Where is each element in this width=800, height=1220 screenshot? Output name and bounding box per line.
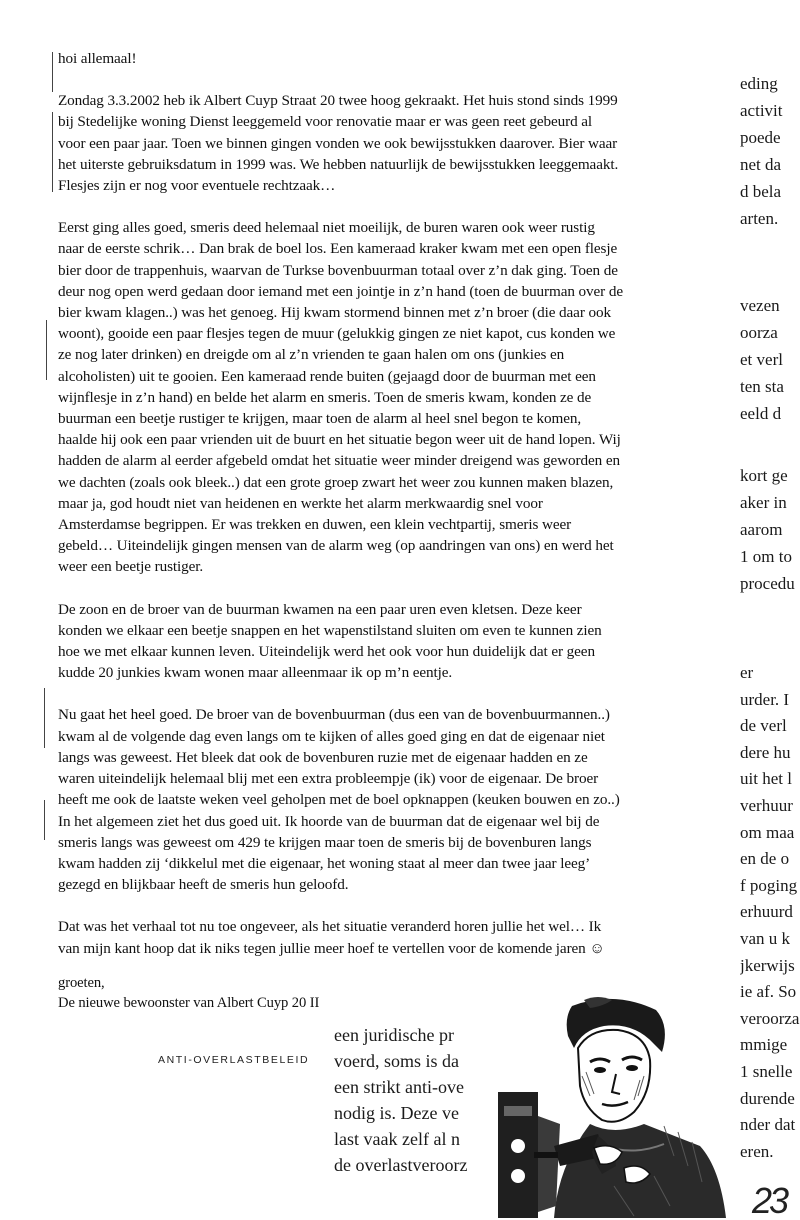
- fragment-line: uit het l: [740, 769, 792, 789]
- letter-line: woont), gooide een paar flesjes tegen de muur (gelukkig gingen ze niet kapot, cus konden we: [58, 325, 616, 343]
- letter-line: bier kwam klagen..) was het genoeg. Hij kwam stormend binnen met z’n broer (die daar ook: [58, 304, 611, 322]
- margin-mark: [44, 688, 45, 748]
- fragment-line: aarom: [740, 520, 783, 539]
- letter-line: Amsterdamse begrippen. Er was trekken en duwen, een klein vechtpartij, smeris weer: [58, 516, 572, 534]
- fragment-line: er: [740, 663, 754, 682]
- letter-paragraph: [58, 916, 738, 958]
- fragment-line: kort ge: [740, 466, 788, 485]
- fragment-line: van u k: [740, 928, 791, 948]
- fragment-line: arten.: [740, 209, 779, 228]
- fragment-line: verhuur: [740, 795, 793, 815]
- greeting: hoi allemaal!: [58, 50, 137, 67]
- letter-line: hadden de alarm al eerder afgebeld omdat het situatie weer minder dreigend was geworden en: [58, 452, 620, 470]
- signature: De nieuwe bewoonster van Albert Cuyp 20 II: [58, 994, 320, 1011]
- background-column-mid: [740, 292, 800, 427]
- fragment-line: vezen: [740, 296, 780, 315]
- fragment-line: ten sta: [740, 377, 784, 396]
- fragment-line: urder. I: [740, 689, 790, 709]
- fragment-line: et verl: [740, 350, 783, 369]
- fragment-line: eding: [740, 74, 778, 93]
- letter-line: langs was geweest. Het bleek dat ook de bovenburen ruzie met de eigenaar hadden en ze: [58, 748, 588, 766]
- letter-line: gebeld… Uiteindelijk gingen mensen van de alarm weg (op aandringen van ons) en werd het: [58, 537, 614, 555]
- closing: groeten,: [58, 974, 105, 991]
- fragment-line: net da: [740, 155, 782, 174]
- fragment-line: oorza: [740, 323, 778, 342]
- background-column-top: [740, 70, 800, 232]
- fragment-line: eeld d: [740, 404, 782, 423]
- fragment-line: de overlastveroorz: [334, 1155, 468, 1175]
- letter-line: Flesjes zijn er nog voor eventuele rechtzaak…: [58, 177, 336, 195]
- fragment-line: d bela: [740, 182, 782, 201]
- letter-line: konden we elkaar een beetje snappen en het wapenstilstand sluiten om even te kunnen zien: [58, 621, 602, 639]
- fragment-line: voerd, soms is da: [334, 1051, 459, 1071]
- fragment-line: nodig is. Deze ve: [334, 1103, 459, 1123]
- fragment-line: veroorza: [740, 1008, 800, 1028]
- paragraph-gap: [58, 895, 738, 916]
- fragment-line: een juridische pr: [334, 1025, 454, 1045]
- letter-line: weer een beetje rustiger.: [58, 558, 204, 576]
- letter-line: hoe we met elkaar kunnen leven. Uiteindelijk werd het ook voor hun duidelijk dat er geen: [58, 643, 595, 661]
- letter-line: wijnflesje in z’n hand) en belde het alarm en smeris. Toen de smeris kwam, konden ze de: [58, 388, 592, 406]
- letter-line: haalde hij ook een paar vrienden uit de buurt en het situatie begon weer uit de hand lopen. Wij: [58, 431, 621, 449]
- margin-mark: [52, 112, 53, 192]
- letter-line: De zoon en de broer van de buurman kwamen na een paar uren even kletsen. Deze keer: [58, 600, 582, 618]
- letter-line: heeft me ook de laatste weken veel geholpen met de boel opknappen (keuken bouwen en zo..): [58, 791, 620, 809]
- letter-line: Eerst ging alles goed, smeris deed helemaal niet moeilijk, de buren waren ook weer rustig: [58, 219, 595, 237]
- fragment-line: dere hu: [740, 742, 791, 762]
- fragment-line: 1 om to: [740, 547, 792, 566]
- woman-with-drill-illustration: [494, 996, 730, 1218]
- background-column-lower: [740, 462, 800, 597]
- fragment-line: last vaak zelf al n: [334, 1129, 460, 1149]
- fragment-line: poede: [740, 128, 781, 147]
- fragment-line: 1 snelle: [740, 1061, 793, 1081]
- fragment-line: durende: [740, 1088, 795, 1108]
- paragraph-gap: [58, 196, 738, 217]
- letter-line: kudde 20 junkies kwam wonen maar alleenmaar ik op m’n eentje.: [58, 664, 453, 682]
- letter-line: we dachten (zoals ook bleek..) dat een grote groep zwart het weer zou kunnen maken blazen,: [58, 473, 614, 491]
- letter-paragraph: [58, 90, 738, 196]
- letter-line: Nu gaat het heel goed. De broer van de bovenbuurman (dus een van de bovenbuurmannen..): [58, 706, 610, 724]
- margin-mark: [52, 52, 53, 92]
- fragment-line: f poging: [740, 875, 798, 895]
- illustration-drawing: [494, 996, 730, 1218]
- letter-line: gezegd en blijkbaar heeft de smeris hun geloofd.: [58, 876, 349, 894]
- letter-line: naar de eerste schrik… Dan brak de boel los. Een kameraad kraker kwam met een open flesje: [58, 240, 618, 258]
- letter-line: kwam hadden zij ‘dikkelul met die eigenaar, het woning staat al meer dan twee jaar leeg’: [58, 854, 591, 872]
- letter-paragraph: [58, 599, 738, 684]
- letter-line: het uiterste gebruiksdatum in 1999 was. We hebben natuurlijk de bewijsstukken leeggemaakt.: [58, 155, 619, 173]
- letter-line: Dat was het verhaal tot nu toe ongeveer, als het situatie veranderd horen jullie het wel… Ik: [58, 918, 602, 936]
- letter-paragraph: [58, 217, 738, 577]
- fragment-line: en de o: [740, 849, 790, 869]
- letter-line: van mijn kant hoop dat ik niks tegen jullie meer hoef te vertellen voor de komende jaren ☺: [58, 939, 605, 957]
- fragment-line: nder dat: [740, 1115, 796, 1135]
- paragraph-gap: [58, 683, 738, 704]
- letter-line: waren uiteindelijk helemaal blij met een extra probleempje (ik) voor de eigenaar. De broer: [58, 770, 599, 788]
- fragment-line: ie af. So: [740, 982, 797, 1002]
- fragment-line: aker in: [740, 493, 787, 512]
- letter-line: maar ja, god houdt niet van heidenen en werkte het alarm merkwaardig snel voor: [58, 494, 543, 512]
- letter-line: smeris langs was geweest om 429 te krijgen maar toen de smeris bij de bovenburen langs: [58, 833, 592, 851]
- letter-line: bier door de trappenhuis, waarvan de Turkse bovenbuurman totaal over z’n dak ging. Toen de: [58, 261, 618, 279]
- fragment-line: erhuurd: [740, 902, 793, 922]
- page-number: 23: [752, 1180, 787, 1220]
- fragment-line: eren.: [740, 1141, 774, 1161]
- fragment-line: activit: [740, 101, 783, 120]
- margin-mark: [46, 320, 47, 380]
- fragment-line: een strikt anti-ove: [334, 1077, 464, 1097]
- letter-line: alcoholisten) uit te gooien. Een kameraad rende buiten (gejaagd door de buurman met een: [58, 367, 596, 385]
- fragment-line: om maa: [740, 822, 795, 842]
- letter-paragraph: [58, 704, 738, 895]
- fragment-line: jkerwijs: [740, 955, 795, 975]
- paragraph-gap: [58, 578, 738, 599]
- letter-line: voor een paar jaar. Toen we binnen gingen vonden we ook bewijsstukken daarover. Bier waar: [58, 134, 618, 152]
- letter-line: bij Stedelijke woning Dienst leeggemeld voor renovatie maar er was geen reet gebeurd al: [58, 113, 593, 131]
- letter-line: In het algemeen ziet het dus goed uit. Ik hoorde van de buurman dat de eigenaar wel bij de: [58, 812, 600, 830]
- fragment-line: mmige: [740, 1035, 788, 1055]
- letter-line: ze nog later drinken) en dreigde om al z’n vrienden te gaan halen om ons (junkies en: [58, 346, 565, 364]
- fragment-line: procedu: [740, 574, 795, 593]
- letter-line: kwam al de volgende dag even langs om te kijken of alles goed ging en dat de eigenaar niet: [58, 727, 605, 745]
- margin-mark: [44, 800, 45, 840]
- letter-body: [58, 48, 738, 1013]
- letter-paragraphs: [58, 90, 738, 959]
- letter-line: Zondag 3.3.2002 heb ik Albert Cuyp Straat 20 twee hoog gekraakt. Het huis stond sinds 1999: [58, 92, 618, 110]
- letter-line: buurman een beetje rustiger te krijgen, maar toen de alarm al heel snel begon te komen,: [58, 410, 582, 428]
- fragment-line: de verl: [740, 716, 787, 736]
- letter-line: deur nog open werd gedaan door iemand met een jointje in z’n hand (toen de buurman over de: [58, 282, 623, 300]
- section-label: ANTI-OVERLASTBELEID: [158, 1054, 310, 1066]
